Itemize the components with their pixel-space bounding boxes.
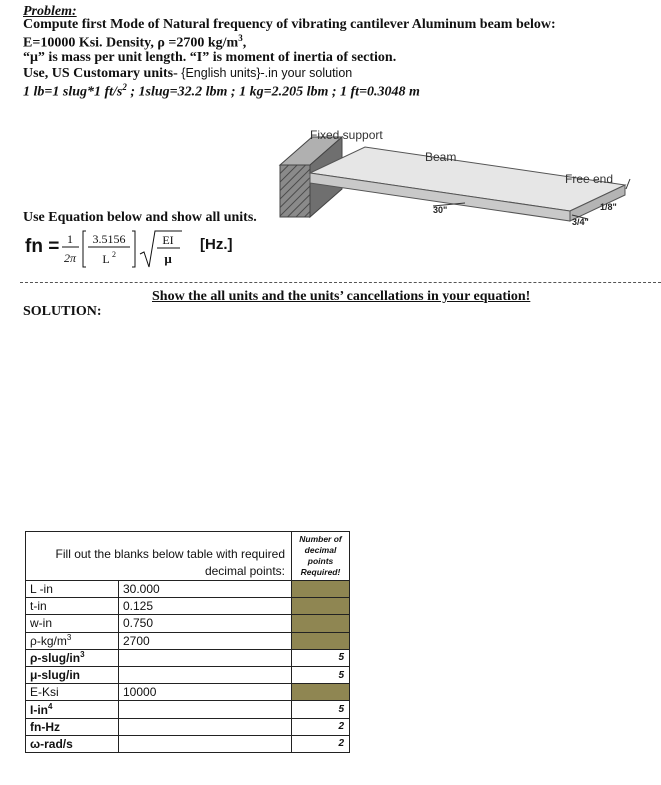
- row-value[interactable]: 10000: [119, 684, 292, 701]
- fn-f: fn: [25, 236, 43, 257]
- table-row: [26, 598, 350, 615]
- row-value[interactable]: 0.125: [119, 598, 292, 615]
- shaded-cell: [292, 581, 350, 598]
- density-exponent: 3: [238, 33, 243, 43]
- length-label: 30": [433, 205, 448, 215]
- conversion-text-a: 1 lb=1 slug*1 ft/s: [23, 84, 123, 100]
- row-label: [26, 632, 119, 649]
- problem-line-1: Compute first Mode of Natural frequency of vibrating cantilever Aluminum beam below:: [23, 17, 556, 32]
- dp-header-line-4: Required!: [300, 567, 341, 577]
- equation-instruction: Use Equation below and show all units.: [23, 210, 257, 225]
- units-text: Use, US Customary units-: [23, 66, 182, 81]
- row-label: [26, 598, 119, 615]
- problem-line-2: [23, 33, 246, 52]
- eq-L-exponent: 2: [112, 250, 116, 259]
- show-units-instruction: Show the all units and the units’ cancellations in your equation!: [152, 289, 531, 304]
- table-row: [26, 632, 350, 649]
- conversion-exponent: 2: [122, 82, 127, 92]
- row-value[interactable]: 0.750: [119, 615, 292, 632]
- row-label-text: w-in: [30, 616, 53, 631]
- table-body: [26, 581, 350, 753]
- table-row: [26, 684, 350, 701]
- width-label: 3/4": [572, 217, 589, 227]
- row-value[interactable]: [119, 701, 292, 718]
- table-header-row: [26, 532, 350, 581]
- eq-two-pi: 2π: [63, 251, 77, 265]
- beam-label: Beam: [425, 150, 457, 164]
- table-row: [26, 735, 350, 752]
- dp-header-line-3: points: [307, 556, 334, 566]
- free-end-label: Free end: [565, 172, 614, 186]
- row-value[interactable]: [119, 649, 292, 666]
- row-label-text: μ-slug/in: [30, 668, 81, 683]
- row-label: [26, 718, 119, 735]
- decimal-points-cell: 2: [292, 718, 350, 735]
- row-label: [26, 684, 119, 701]
- problem-line-5: [23, 82, 420, 101]
- decimal-points-cell: 5: [292, 649, 350, 666]
- conversion-text-b: ; 1slug=32.2 lbm ; 1 kg=2.205 lbm ; 1 ft=0.3048 m: [126, 84, 420, 100]
- row-value[interactable]: [119, 666, 292, 683]
- table-row: [26, 666, 350, 683]
- eq-mu: μ: [164, 251, 172, 266]
- thickness-dimension-line: [626, 179, 630, 189]
- cantilever-beam-figure: [270, 115, 640, 235]
- fixed-support-label: Fixed support: [310, 128, 383, 142]
- row-value[interactable]: [119, 718, 292, 735]
- solution-label: SOLUTION:: [23, 304, 102, 319]
- eq-sqrt-sign: [140, 231, 182, 267]
- shaded-cell: [292, 632, 350, 649]
- dashed-divider: [20, 282, 661, 283]
- eq-numerator-one: 1: [67, 232, 73, 246]
- header-line-1: Fill out the blanks below table with required: [55, 547, 285, 561]
- decimal-points-cell: 5: [292, 701, 350, 718]
- shaded-cell: [292, 615, 350, 632]
- table-row: [26, 615, 350, 632]
- density-comma: ,: [242, 35, 247, 51]
- row-label-exponent: 3: [80, 650, 85, 660]
- values-table: [25, 531, 350, 753]
- problem-heading: Problem:: [23, 4, 77, 19]
- header-line-2: decimal points:: [204, 564, 285, 578]
- eq-left-bracket: [83, 231, 86, 267]
- row-label-text: ρ-kg/m: [30, 634, 67, 649]
- shaded-cell: [292, 684, 350, 701]
- row-label: [26, 701, 119, 718]
- table-header-instruction: [26, 532, 292, 581]
- row-value[interactable]: [119, 735, 292, 752]
- density-text: E=10000 Ksi. Density, ρ =2700 kg/m: [23, 35, 239, 51]
- frequency-equation: [60, 228, 190, 272]
- row-label-text: L -in: [30, 582, 53, 597]
- eq-coefficient: 3.5156: [92, 232, 126, 246]
- eq-L: L: [102, 252, 110, 266]
- fn-symbol: fn =: [25, 236, 60, 257]
- row-value[interactable]: 2700: [119, 632, 292, 649]
- table-row: [26, 649, 350, 666]
- eq-EI: EI: [162, 233, 174, 247]
- row-label-text: fn-Hz: [30, 719, 60, 734]
- table-row: [26, 581, 350, 598]
- row-label: [26, 649, 119, 666]
- table-row: [26, 718, 350, 735]
- row-label-text: t-in: [30, 599, 47, 614]
- row-label: [26, 666, 119, 683]
- eq-right-bracket: [132, 231, 135, 267]
- hz-unit: [Hz.]: [200, 236, 233, 253]
- support-front-face: [280, 165, 310, 217]
- decimal-points-cell: 2: [292, 735, 350, 752]
- problem-line-3: “μ” is mass per unit length. “I” is moment of inertia of section.: [23, 50, 397, 65]
- dp-header-line-1: Number of: [299, 534, 342, 544]
- row-label-text: E-Ksi: [30, 685, 59, 700]
- shaded-cell: [292, 598, 350, 615]
- problem-line-4: [23, 66, 352, 82]
- row-label-text: ω-rad/s: [30, 736, 73, 751]
- row-label-text: I-in: [30, 702, 48, 717]
- dp-header-line-2: decimal: [304, 545, 337, 555]
- row-value[interactable]: 30.000: [119, 581, 292, 598]
- row-label-exponent: 4: [48, 701, 53, 711]
- table-row: [26, 701, 350, 718]
- thickness-label: 1/8": [600, 202, 617, 212]
- row-label-text: ρ-slug/in: [30, 651, 81, 666]
- row-label: [26, 735, 119, 752]
- row-label: [26, 581, 119, 598]
- units-note: {English units}-.in your solution: [181, 66, 353, 80]
- row-label: [26, 615, 119, 632]
- table-header-decimal-points: [292, 532, 350, 581]
- row-label-exponent: 3: [66, 633, 72, 643]
- decimal-points-cell: 5: [292, 666, 350, 683]
